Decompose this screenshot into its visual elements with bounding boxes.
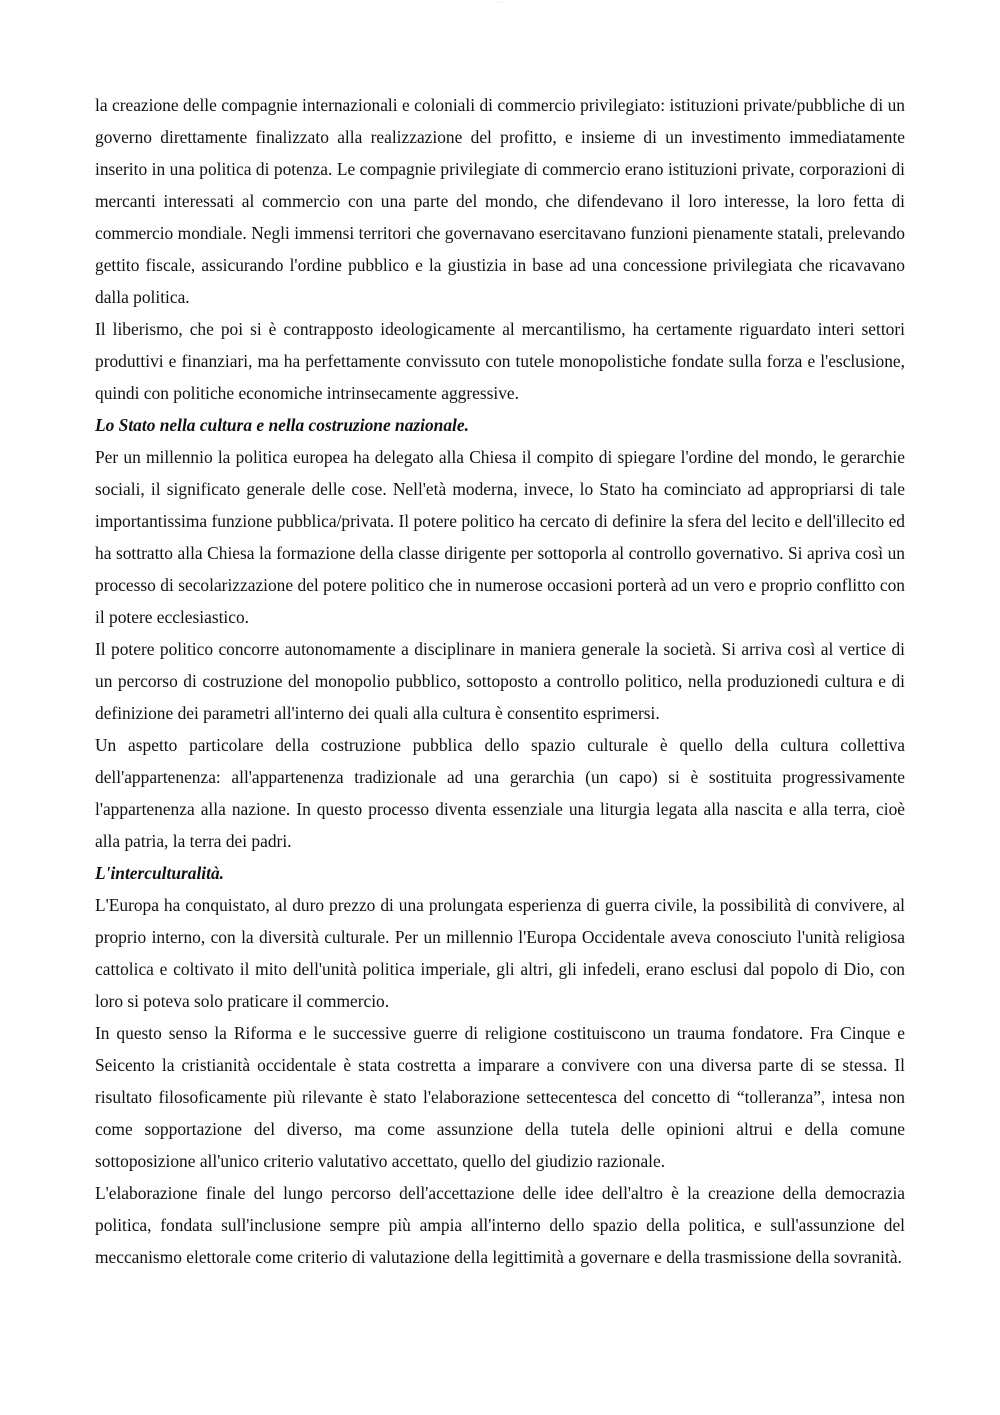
section-heading-interculturalita: L'interculturalità. <box>95 863 225 883</box>
paragraph-appartenenza: Un aspetto particolare della costruzione pubblica dello spazio culturale è quello della cultura collettiva dell'appartenenza: all'appartenenza tradizionale ad una gerarchia (un capo) si è sostituita progressivamente l'appartenenza alla nazione. In questo processo diventa essenziale una liturgia legata alla nascita e alla terra, cioè alla patria, la terra dei padri. <box>95 735 905 851</box>
paragraph-chiesa-stato: Per un millennio la politica europea ha delegato alla Chiesa il compito di spiegare l'ordine del mondo, le gerarchie sociali, il significato generale delle cose. Nell'età moderna, invece, lo Stato ha cominciato ad appropriarsi di tale importantissima funzione pubblica/privata. Il potere politico ha cercato di definire la sfera del lecito e dell'illecito ed ha sottratto alla Chiesa la formazione della classe dirigente per sottoporla al controllo governativo. Si apriva così un processo di secolarizzazione del potere politico che in numerose occasioni porterà ad un vero e proprio conflitto con il potere ecclesiastico. <box>95 447 905 627</box>
paragraph-liberismo: Il liberismo, che poi si è contrapposto ideologicamente al mercantilismo, ha certamente riguardato interi settori produttivi e finanziari, ma ha perfettamente convissuto con tutele monopolistiche fondate sulla forza e l'esclusione, quindi con politiche economiche intrinsecamente aggressive. <box>95 319 905 403</box>
paragraph-europa: L'Europa ha conquistato, al duro prezzo di una prolungata esperienza di guerra civile, la possibilità di convivere, al proprio interno, con la diversità culturale. Per un millennio l'Europa Occidentale aveva conosciuto l'unità religiosa cattolica e coltivato il mito dell'unità politica imperiale, gli altri, gli infedeli, erano esclusi dal popolo di Dio, con loro si poteva solo praticare il commercio. <box>95 895 905 1011</box>
paragraph-compagnie: la creazione delle compagnie internazionali e coloniali di commercio privilegiato: istituzioni private/pubbliche di un governo direttamente finalizzato alla realizzazione del profitto, e insieme di un investimento immediatamente inserito in una politica di potenza. Le compagnie privilegiate di commercio erano istituzioni private, corporazioni di mercanti interessati al commercio con una parte del mondo, che difendevano il loro interesse, la loro fetta di commercio mondiale. Negli immensi territori che governavano esercitavano funzioni pienamente statali, prelevando gettito fiscale, assicurando l'ordine pubblico e la giustizia in base ad una concessione privilegiata che ricavavano dalla politica. <box>95 95 905 307</box>
paragraph-riforma: In questo senso la Riforma e le successive guerre di religione costituiscono un trauma fondatore. Fra Cinque e Seicento la cristianità occidentale è stata costretta a imparare a convivere con una diversa parte di se stessa. Il risultato filosoficamente più rilevante è stato l'elaborazione settecentesca del concetto di “tolleranza”, intesa non come sopportazione del diverso, ma come assunzione della tutela delle opinioni altrui e della comune sottoposizione all'unico criterio valutativo accettato, quello del giudizio razionale. <box>95 1023 905 1171</box>
document-body <box>95 89 905 1273</box>
paragraph-potere-politico: Il potere politico concorre autonomamente a disciplinare in maniera generale la società. Si arriva così al vertice di un percorso di costruzione del monopolio pubblico, sottoposto a controllo politico, nella produzionedi cultura e di definizione dei parametri all'interno dei quali alla cultura è consentito esprimersi. <box>95 639 905 723</box>
section-heading-stato-cultura: Lo Stato nella cultura e nella costruzione nazionale. <box>95 415 469 435</box>
page-header-marker: ...... <box>497 0 503 4</box>
paragraph-democrazia: L'elaborazione finale del lungo percorso dell'accettazione delle idee dell'altro è la creazione della democrazia politica, fondata sull'inclusione sempre più ampia all'interno dello spazio della politica, e sull'assunzione del meccanismo elettorale come criterio di valutazione della legittimità a governare e della trasmissione della sovranità. <box>95 1183 905 1267</box>
